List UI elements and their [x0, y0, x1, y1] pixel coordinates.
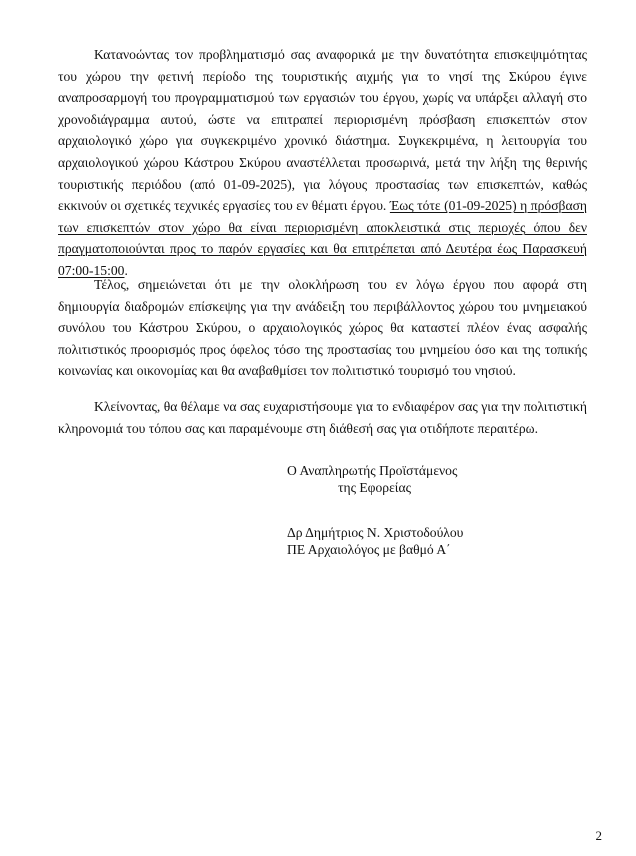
signature-role-line-2: της Εφορείας [338, 480, 411, 495]
underlined-visiting-hours: Έως τότε (01-09-2025) η πρόσβαση των επισκεπτών στον χώρο θα είναι περιορισμένη αποκλειστικά στις περιοχές όπου δεν πραγματοποιούνται προς το παρόν εργασίες και θα επιτρέπεται από Δευτέρα έως Παρασκευή 07:00-15:00 [58, 198, 588, 278]
signature-role-block [287, 462, 487, 496]
paragraph-text: Κλείνοντας, θα θέλαμε να σας ευχαριστήσουμε για το ενδιαφέρον σας για την πολιτιστική κληρονομιά του τόπου σας και παραμένουμε στη διάθεσή σας για οτιδήποτε περαιτέρω. [58, 399, 587, 436]
signature-name: Δρ Δημήτριος Ν. Χριστοδούλου [287, 525, 464, 540]
signature-title: ΠΕ Αρχαιολόγος με βαθμό Α΄ [287, 542, 451, 557]
signature-name-block [287, 524, 487, 558]
signature-role-line-1: Ο Αναπληρωτής Προϊστάμενος [287, 463, 458, 478]
paragraph-text: Κατανοώντας τον προβληματισμό σας αναφορικά με την δυνατότητα επισκεψιμότητας του χώρου την φετινή περίοδο της τουριστικής αιχμής για το νησί της Σκύρου έγινε αναπροσαρμογή του προγραμματισμού των εργασιών του έργου, χωρίς να υπάρξει αλλαγή στο χρονοδιάγραμμα αυτού, ώστε να επιτραπεί περιορισμένη πρόσβαση επισκεπτών στον αρχαιολογικό χώρο για συγκεκριμένο χρονικό διάστημα. Συγκεκριμένα, η λειτουργία του αρχαιολογικού χώρου Κάστρου Σκύρου αναστέλλεται προσωρινά, μετά την λήξη της θερινής τουριστικής περιόδου (από 01-09-2025), για λόγους προστασίας των επισκεπτών, καθώς εκκινούν οι σχετικές τεχνικές εργασίες του εν θέματι έργου. [58, 47, 587, 214]
paragraph-text: Τέλος, σημειώνεται ότι με την ολοκλήρωση του εν λόγω έργου που αφορά στη δημιουργία διαδρομών επίσκεψης για την ανάδειξη του περιβάλλοντος χώρου του μνημειακού συνόλου του Κάστρου Σκύρου, ο αρχαιολογικός χώρος θα καταστεί πλέον ένας ασφαλής πολιτιστικός προορισμός προς όφελος τόσο της προστασίας του μνημείου όσο και της τοπικής κοινωνίας και οικονομίας και θα αναβαθμίσει τον πολιτιστικό τουρισμό του νησιού. [58, 277, 587, 379]
paragraph-project-completion [58, 274, 587, 382]
page-number: 2 [595, 828, 602, 843]
paragraph-closing [58, 396, 587, 439]
paragraph-visit-restrictions [58, 44, 587, 282]
paragraph-end: . [124, 262, 128, 278]
